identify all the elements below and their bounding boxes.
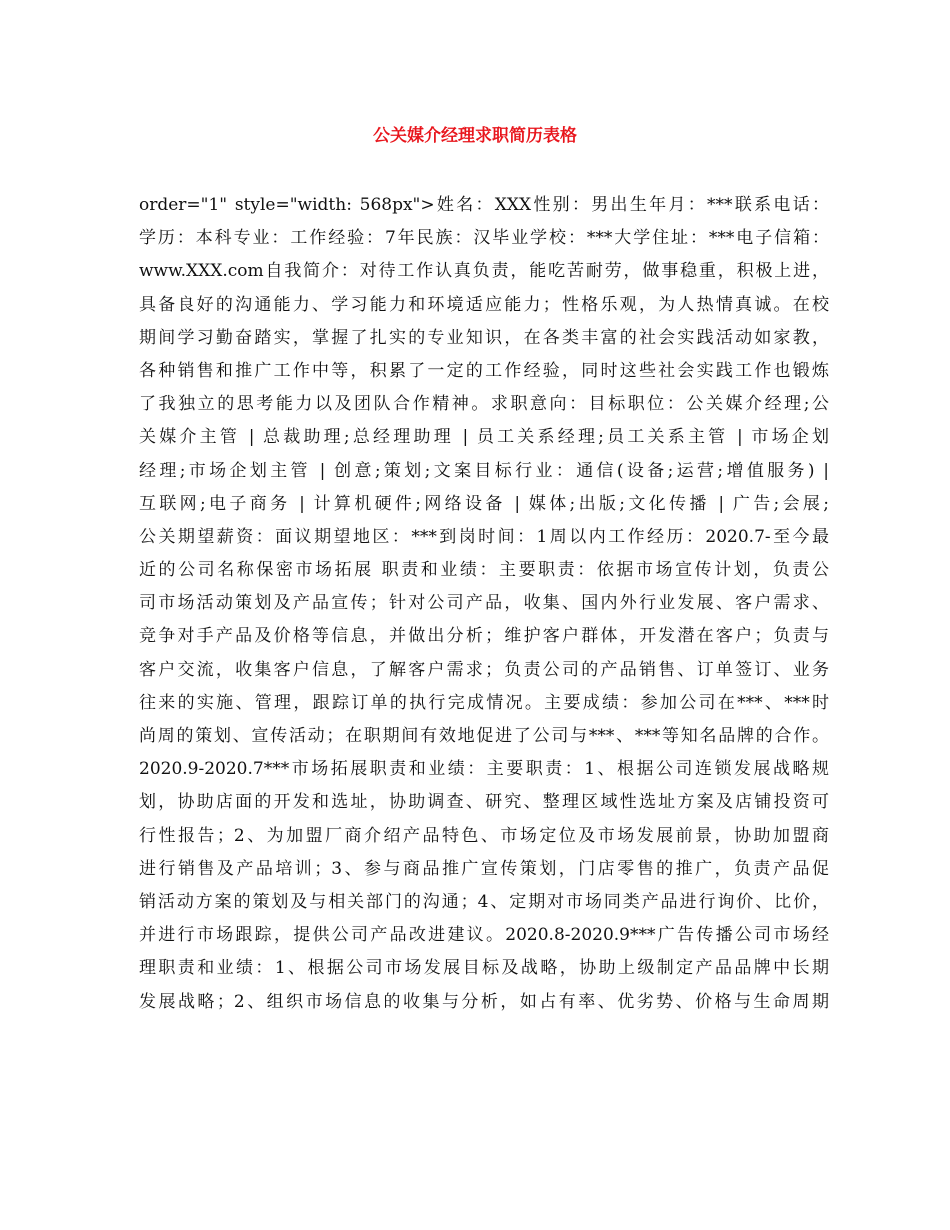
body-line: 期间学习勤奋踏实，掌握了扎实的专业知识，在各类丰富的社会实践活动如家教， xyxy=(139,327,829,348)
body-line: 往来的实施、管理，跟踪订单的执行完成情况。主要成绩：参加公司在***、***时 xyxy=(139,692,829,713)
body-line: 公关期望薪资：面议期望地区：***到岗时间：1周以内工作经历：2020.7-至今最 xyxy=(139,526,829,547)
body-line: 司市场活动策划及产品宣传；针对公司产品，收集、国内外行业发展、客户需求、 xyxy=(139,593,829,614)
body-line: 理职责和业绩：1、根据公司市场发展目标及战略，协助上级制定产品品牌中长期 xyxy=(139,958,829,979)
body-line: 2020.9-2020.7***市场拓展职责和业绩：主要职责：1、根据公司连锁发展战略规 xyxy=(139,759,829,780)
body-line: 关媒介主管 | 总裁助理;总经理助理 | 员工关系经理;员工关系主管 | 市场企划 xyxy=(139,427,829,448)
body-line: 并进行市场跟踪，提供公司产品改进建议。2020.8-2020.9***广告传播公司市场经 xyxy=(139,925,829,946)
body-line: 各种销售和推广工作中等，积累了一定的工作经验，同时这些社会实践工作也锻炼 xyxy=(139,360,829,381)
document-body xyxy=(139,189,829,1019)
body-line: 划，协助店面的开发和选址，协助调查、研究、整理区域性选址方案及店铺投资可 xyxy=(139,792,829,813)
body-line: 具备良好的沟通能力、学习能力和环境适应能力；性格乐观，为人热情真诚。在校 xyxy=(139,294,829,315)
body-line: 近的公司名称保密市场拓展 职责和业绩：主要职责：依据市场宣传计划，负责公 xyxy=(139,560,829,581)
body-line: 互联网;电子商务 | 计算机硬件;网络设备 | 媒体;出版;文化传播 | 广告;会展; xyxy=(139,493,829,514)
document-title: 公关媒介经理求职简历表格 xyxy=(373,126,577,146)
body-line: 经理;市场企划主管 | 创意;策划;文案目标行业：通信(设备;运营;增值服务) | xyxy=(139,460,829,481)
body-line: 学历：本科专业：工作经验：7年民族：汉毕业学校：***大学住址：***电子信箱： xyxy=(139,228,829,249)
body-line: 行性报告；2、为加盟厂商介绍产品特色、市场定位及市场发展前景，协助加盟商 xyxy=(139,825,829,846)
body-line: 尚周的策划、宣传活动；在职期间有效地促进了公司与***、***等知名品牌的合作。 xyxy=(139,726,829,746)
body-line: 销活动方案的策划及与相关部门的沟通；4、定期对市场同类产品进行询价、比价， xyxy=(139,891,829,912)
body-line: 竞争对手产品及价格等信息，并做出分析；维护客户群体，开发潜在客户；负责与 xyxy=(139,626,829,647)
body-line: 客户交流，收集客户信息，了解客户需求；负责公司的产品销售、订单签订、业务 xyxy=(139,659,829,680)
body-line: 进行销售及产品培训；3、参与商品推广宣传策划，门店零售的推广，负责产品促 xyxy=(139,858,829,879)
body-line: 发展战略；2、组织市场信息的收集与分析，如占有率、优劣势、价格与生命周期 xyxy=(139,991,829,1012)
body-line: www.XXX.com自我简介：对待工作认真负责，能吃苦耐劳，做事稳重，积极上进， xyxy=(139,261,829,282)
body-line: order="1" style="width: 568px">姓名：XXX性别：男出生年月：***联系电话： xyxy=(139,195,829,215)
body-line: 了我独立的思考能力以及团队合作精神。求职意向：目标职位：公关媒介经理;公 xyxy=(139,394,829,415)
